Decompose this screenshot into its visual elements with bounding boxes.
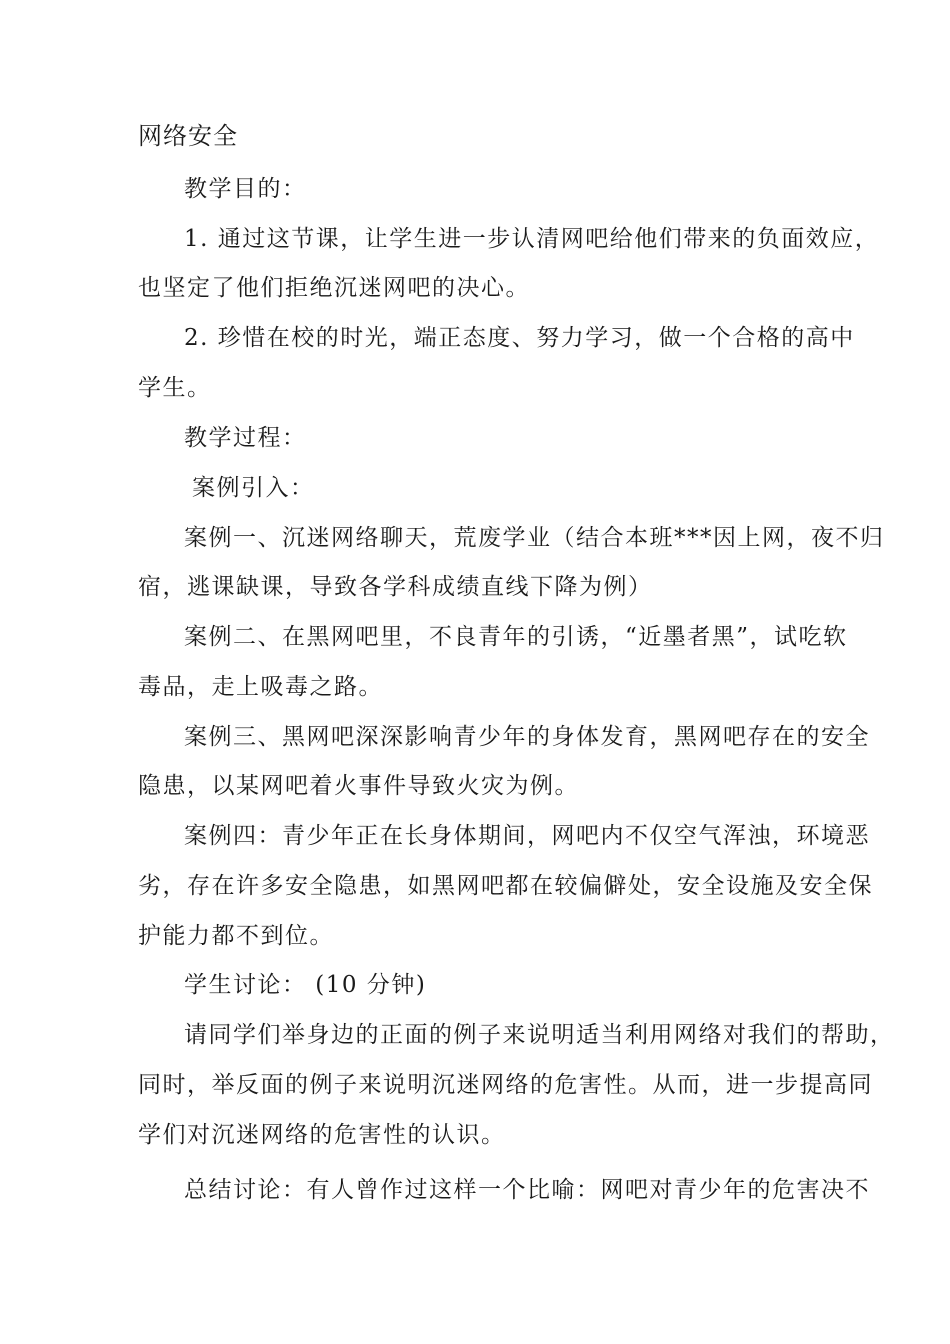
paragraph-line: 案例四：青少年正在长身体期间，网吧内不仅空气浑浊，环境恶	[184, 823, 870, 849]
paragraph-line: 学生讨论： (10 分钟)	[184, 972, 427, 998]
paragraph-line: 隐患，以某网吧着火事件导致火灾为例。	[138, 773, 579, 799]
paragraph-line: 也坚定了他们拒绝沉迷网吧的决心。	[138, 275, 530, 301]
paragraph-line: 请同学们举身边的正面的例子来说明适当利用网络对我们的帮助，	[184, 1022, 895, 1048]
paragraph-line: 同时，举反面的例子来说明沉迷网络的危害性。从而，进一步提高同	[138, 1072, 873, 1098]
paragraph-line: 案例三、黑网吧深深影响青少年的身体发育，黑网吧存在的安全	[184, 724, 870, 750]
paragraph-line: 案例二、在黑网吧里，不良青年的引诱，“近墨者黑”，试吃软	[184, 624, 848, 650]
paragraph-line: 案例一、沉迷网络聊天，荒废学业（结合本班***因上网，夜不归	[184, 525, 885, 551]
paragraph-line: 总结讨论：有人曾作过这样一个比喻：网吧对青少年的危害决不	[184, 1177, 870, 1203]
paragraph-line: 护能力都不到位。	[138, 923, 334, 949]
paragraph-line: 案例引入：	[192, 475, 315, 501]
paragraph-line: 宿，逃课缺课，导致各学科成绩直线下降为例）	[138, 574, 653, 600]
paragraph-line: 教学过程：	[184, 425, 307, 451]
paragraph-line: 学生。	[138, 375, 212, 401]
paragraph-line: 1. 通过这节课，让学生进一步认清网吧给他们带来的负面效应，	[184, 226, 880, 252]
paragraph-line: 2. 珍惜在校的时光，端正态度、努力学习，做一个合格的高中	[184, 325, 855, 351]
paragraph-line: 学们对沉迷网络的危害性的认识。	[138, 1122, 506, 1148]
paragraph-line: 教学目的：	[184, 176, 307, 202]
paragraph-line: 毒品，走上吸毒之路。	[138, 674, 383, 700]
document-title: 网络安全	[138, 122, 238, 150]
paragraph-line: 劣，存在许多安全隐患，如黑网吧都在较偏僻处，安全设施及安全保	[138, 873, 873, 899]
